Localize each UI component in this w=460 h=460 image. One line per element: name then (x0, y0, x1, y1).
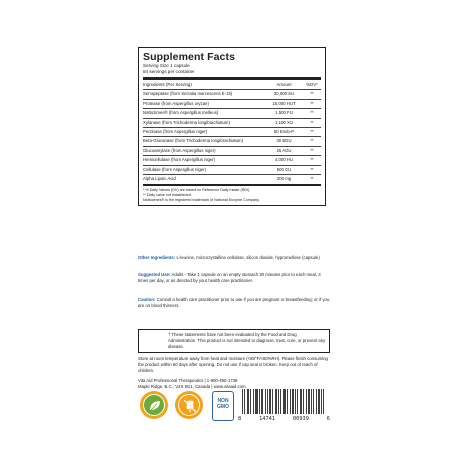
fda-disclaimer-text: † These statements have not been evaluated by the Food and Drug Administration. This product is not intended to diagnose, treat, cure, or prevent any disease. (168, 332, 326, 349)
barcode-bar (319, 389, 320, 414)
barcode-bar (323, 389, 324, 414)
barcode-bar (270, 389, 271, 414)
barcode-bar (287, 389, 288, 414)
non-gmo-badge (212, 391, 234, 421)
barcode-bar (278, 389, 279, 414)
ingredient-dv: ** (310, 166, 314, 172)
fda-disclaimer-box (138, 329, 330, 353)
barcode-bar (247, 389, 248, 414)
barcode-digits (238, 416, 330, 422)
caution-text: Consult a health care practitioner prior to use if you are pregnant or breastfeeding; or if you are on blood thinners. (138, 297, 330, 309)
barcode-bar (253, 389, 254, 414)
facts-row (143, 108, 321, 117)
other-ingredients-label: Other Ingredients: (138, 255, 176, 260)
barcode-bar (242, 389, 243, 414)
barcode-bar (275, 389, 276, 414)
suggested-use (138, 272, 330, 284)
ingredient-dv: ** (310, 176, 314, 182)
barcode-bar (295, 389, 296, 414)
barcode-digit-group: 00939 (292, 416, 309, 422)
servings-per-container: 84 servings per container (143, 69, 195, 74)
barcode-bar (272, 389, 273, 414)
barcode-bar (248, 389, 249, 414)
ingredient-name: Pectinase (from Aspergillus niger) (143, 129, 208, 135)
barcode-bar (301, 389, 302, 414)
supplement-facts-box (138, 47, 326, 206)
gluten-free-badge (175, 391, 203, 419)
company-line-2: Maple Ridge, B.C., V2X 8G1, Canada | www.vitaaid.com (138, 384, 246, 390)
facts-footnotes (143, 184, 321, 203)
caution-label: Caution: (138, 297, 156, 302)
supplement-facts-title: Supplement Facts (143, 51, 236, 63)
ingredient-amount: 30,000 SU (273, 91, 295, 97)
other-ingredients-text: L-leucine, microcrystalline cellulose, silicon dioxide, hypromellose (capsule) (176, 255, 320, 260)
ingredient-amount: 4,000 HU (274, 157, 294, 163)
barcode-bar (308, 389, 309, 414)
ingredient-amount: 50 Endo-P (273, 129, 295, 135)
facts-row (143, 127, 321, 136)
ingredient-dv: ** (310, 147, 314, 153)
barcode-bar (313, 389, 314, 414)
ingredient-amount: 200 mg (276, 176, 292, 182)
barcode-bar (309, 389, 310, 414)
barcode-digit-group: 8 (238, 416, 242, 422)
barcode-bar (283, 389, 284, 414)
barcode-bar (250, 389, 251, 414)
barcode-bar (297, 389, 298, 414)
ingredient-dv: ** (310, 138, 314, 144)
barcode-bar (318, 389, 319, 414)
ingredient-name: Serrapeptase (from Serratia marcescens E-15) (143, 91, 233, 97)
barcode-bar (259, 389, 260, 414)
ingredient-dv: ** (310, 157, 314, 163)
vegetarian-leaf-icon (143, 394, 165, 416)
ingredient-dv: ** (310, 100, 314, 106)
facts-row (143, 118, 321, 127)
footnote: ** Daily value not established. (143, 193, 192, 198)
barcode-bar (262, 389, 263, 414)
barcode-bar (303, 389, 304, 414)
ingredient-amount: 15,000 HUT (272, 100, 296, 106)
ingredient-amount: 500 CU (276, 166, 292, 172)
ingredient-name: Beta-Glucanase (from Trichoderma longibrachiatum) (143, 138, 244, 144)
company-line-1: Vita Aid Professional Therapeutics | 1-800-490-1738 (138, 378, 238, 383)
barcode-bar (255, 389, 256, 414)
suggested-use-label: Suggested Use: (138, 272, 171, 277)
suggested-use-text: Adults - Take 1 capsule on an empty stomach 30 minutes prior to each meal, 3 times per day, or as directed by your health care practitioner. (138, 272, 321, 284)
facts-row (143, 89, 321, 98)
ingredient-amount: 1,500 FU (275, 110, 293, 116)
facts-row (143, 155, 321, 164)
barcode-bar (280, 389, 281, 414)
gluten-free-wheat-icon (178, 394, 200, 416)
barcode-bar (292, 389, 293, 414)
ingredient-name: Glucoamylase (from Aspergillus niger) (143, 147, 216, 153)
ingredient-dv: ** (310, 110, 314, 116)
ingredient-name: Xylanase (from Trichoderma longibrachiatum) (143, 119, 230, 125)
ingredient-amount: 30 BGU (276, 138, 292, 144)
facts-row (143, 146, 321, 155)
header-amount: Amount (276, 82, 292, 87)
barcode-bar (276, 389, 277, 414)
ingredient-amount: 1,100 XU (275, 119, 293, 125)
ingredient-amount: 25 AGU (276, 147, 292, 153)
caution (138, 297, 330, 309)
ingredient-name: Protease (from Aspergillus oryzae) (143, 100, 209, 106)
barcode-bar (256, 389, 257, 414)
ingredient-name: Nattozimes® (from Aspergillus melleus) (143, 110, 219, 116)
barcode-bar (269, 389, 270, 414)
footnote: * % Daily Values (DV) are based on Reference Daily Intake (RDI) (143, 188, 250, 193)
facts-header-row (143, 81, 321, 89)
facts-row (143, 174, 321, 183)
ingredient-dv: ** (310, 91, 314, 97)
facts-row (143, 136, 321, 145)
footnote: Nattozimes® is the registered trademark of National Enzyme Company. (143, 198, 260, 203)
ingredient-name: Cellulase (from Aspergillus niger) (143, 166, 207, 172)
facts-row (143, 99, 321, 108)
ingredient-name: Hemicellulase (from Aspergillus niger) (143, 157, 216, 163)
barcode-bar (300, 389, 301, 414)
upc-barcode (242, 389, 326, 414)
barcode-bar (311, 389, 312, 414)
facts-row (143, 165, 321, 174)
header-dv: %DV* (306, 82, 318, 87)
header-ingredients: Ingredients (Per Serving) (143, 82, 192, 87)
barcode-bar (265, 389, 266, 414)
non-gmo-line-2: GMO (217, 404, 229, 410)
barcode-bar (293, 389, 294, 414)
barcode-bar (321, 389, 322, 414)
other-ingredients (138, 255, 330, 261)
barcode-bar (290, 389, 291, 414)
barcode-digit-group: 6 (326, 416, 330, 422)
barcode-bar (284, 389, 285, 414)
serving-size: Serving Size 1 capsule (143, 63, 190, 68)
ingredient-dv: ** (310, 129, 314, 135)
vegetarian-badge (140, 391, 168, 419)
barcode-bar (316, 389, 317, 414)
barcode-bar (285, 389, 286, 414)
ingredient-dv: ** (310, 119, 314, 125)
barcode-digit-group: 14741 (259, 416, 276, 422)
storage-instructions: Store at room temperature away from heat and moisture (<85°F/<60%RH). Please finish consuming the product within 60 days after opening. Do not use if cap seal is broken. Keep out of reach of children. (138, 356, 328, 374)
barcode-bar (257, 389, 258, 414)
ingredient-name: Alpha Lipoic Acid (143, 176, 176, 182)
barcode-bar (267, 389, 268, 414)
barcode-bar (306, 389, 307, 414)
barcode-bar (244, 389, 245, 414)
barcode-bar (261, 389, 262, 414)
non-gmo-line-1: NON (217, 398, 229, 404)
